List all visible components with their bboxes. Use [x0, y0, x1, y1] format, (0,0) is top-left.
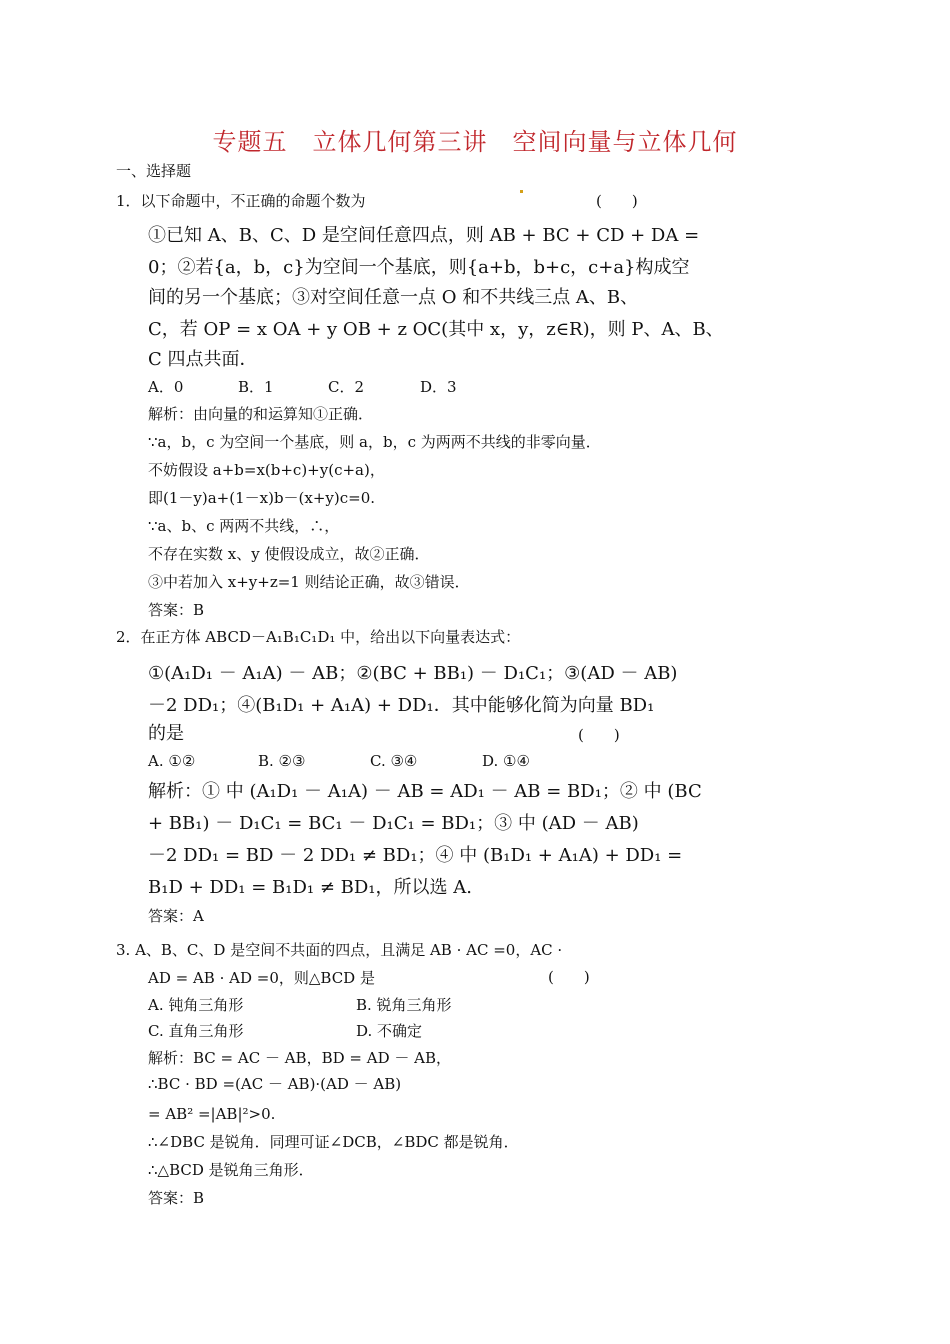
q3-answer: 答案：B — [148, 1189, 205, 1207]
q3-analysis-line: 解析：BC = AC － AB，BD = AD － AB， — [148, 1049, 451, 1067]
q2-option-c: C. ③④ — [370, 752, 418, 770]
q1-analysis-line: 即(1－y)a+(1－x)b－(x+y)c=0. — [148, 489, 376, 507]
q2-analysis-line: + BB₁) － D₁C₁ = BC₁ － D₁C₁ = BD₁；③ 中 (AD － AB) — [148, 813, 639, 834]
page-title: 专题五 立体几何第三讲 空间向量与立体几何 — [212, 128, 738, 156]
q2-analysis-line: B₁D + DD₁ = B₁D₁ ≠ BD₁，所以选 A. — [148, 877, 472, 898]
q1-analysis-line: 不存在实数 x、y 使假设成立，故②正确． — [148, 545, 430, 563]
q1-paren: ( ) — [596, 192, 638, 210]
q1-option-b: B．1 — [238, 378, 274, 396]
q3-analysis-line: ∴BC · BD =(AC － AB)·(AD － AB) — [148, 1075, 402, 1093]
q2-expression-line: 的是 — [148, 723, 184, 744]
q3-paren: ( ) — [548, 968, 590, 986]
q2-option-a: A. ①② — [148, 752, 196, 770]
section-heading: 一、选择题 — [116, 162, 192, 180]
q1-statement-line: C，若 OP = x OA + y OB + z OC(其中 x，y，z∈R)，则 P、A、B、 — [148, 319, 724, 340]
q2-option-b: B. ②③ — [258, 752, 306, 770]
q3-analysis-line: ∴∠DBC 是锐角．同理可证∠DCB，∠BDC 都是锐角． — [148, 1133, 519, 1151]
q1-statement-line: 间的另一个基底；③对空间任意一点 O 和不共线三点 A、B、 — [148, 287, 639, 308]
q1-analysis-line: ∵a，b，c 为空间一个基底，则 a，b，c 为两两不共线的非零向量． — [148, 433, 601, 451]
q3-option-c: C. 直角三角形 — [148, 1022, 244, 1040]
q3-option-d: D. 不确定 — [356, 1022, 423, 1040]
q1-analysis-line: ③中若加入 x+y+z=1 则结论正确，故③错误． — [148, 573, 470, 591]
q3-analysis-line: ∴△BCD 是锐角三角形． — [148, 1161, 314, 1179]
q3-stem-line: 3. A、B、C、D 是空间不共面的四点，且满足 AB · AC =0，AC · — [116, 941, 563, 959]
q1-option-a: A．0 — [148, 378, 184, 396]
q2-option-d: D. ①④ — [482, 752, 530, 770]
q1-analysis-line: ∵a、b、c 两两不共线，∴， — [148, 517, 340, 535]
q1-analysis-line: 不妨假设 a+b=x(b+c)+y(c+a)， — [148, 461, 385, 479]
q1-option-c: C．2 — [328, 378, 365, 396]
q1-answer: 答案：B — [148, 601, 205, 619]
q3-option-a: A. 钝角三角形 — [148, 996, 244, 1014]
q1-stem: 1．以下命题中，不正确的命题个数为 — [116, 192, 366, 210]
q2-analysis-line: 解析：① 中 (A₁D₁ － A₁A) － AB = AD₁ － AB = BD₁；② 中 (BC — [148, 781, 702, 802]
q2-analysis-line: －2 DD₁ = BD － 2 DD₁ ≠ BD₁；④ 中 (B₁D₁ + A₁A) + DD₁ = — [148, 845, 683, 866]
q1-analysis-line: 解析：由向量的和运算知①正确． — [148, 405, 374, 423]
q2-stem: 2．在正方体 ABCD－A₁B₁C₁D₁ 中，给出以下向量表达式： — [116, 628, 521, 646]
q2-paren: ( ) — [578, 726, 620, 744]
q2-expression-line: ①(A₁D₁ － A₁A) － AB；②(BC + BB₁) － D₁C₁；③(AD － AB) — [148, 663, 678, 684]
q2-answer: 答案：A — [148, 907, 204, 925]
q1-option-d: D．3 — [420, 378, 457, 396]
q3-analysis-line: = AB² =|AB|²>0. — [148, 1105, 276, 1123]
q3-stem-line: AD = AB · AD =0，则△BCD 是 — [148, 969, 375, 987]
q3-option-b: B. 锐角三角形 — [356, 996, 452, 1014]
q1-statement-line: C 四点共面． — [148, 349, 258, 370]
q2-expression-line: －2 DD₁；④(B₁D₁ + A₁A) + DD₁．其中能够化简为向量 BD₁ — [148, 695, 655, 716]
decorative-dot — [520, 190, 523, 193]
q1-statement-line: ①已知 A、B、C、D 是空间任意四点，则 AB + BC + CD + DA = — [148, 225, 700, 246]
q1-statement-line: 0；②若{a，b，c}为空间一个基底，则{a+b，b+c，c+a}构成空 — [148, 257, 690, 278]
